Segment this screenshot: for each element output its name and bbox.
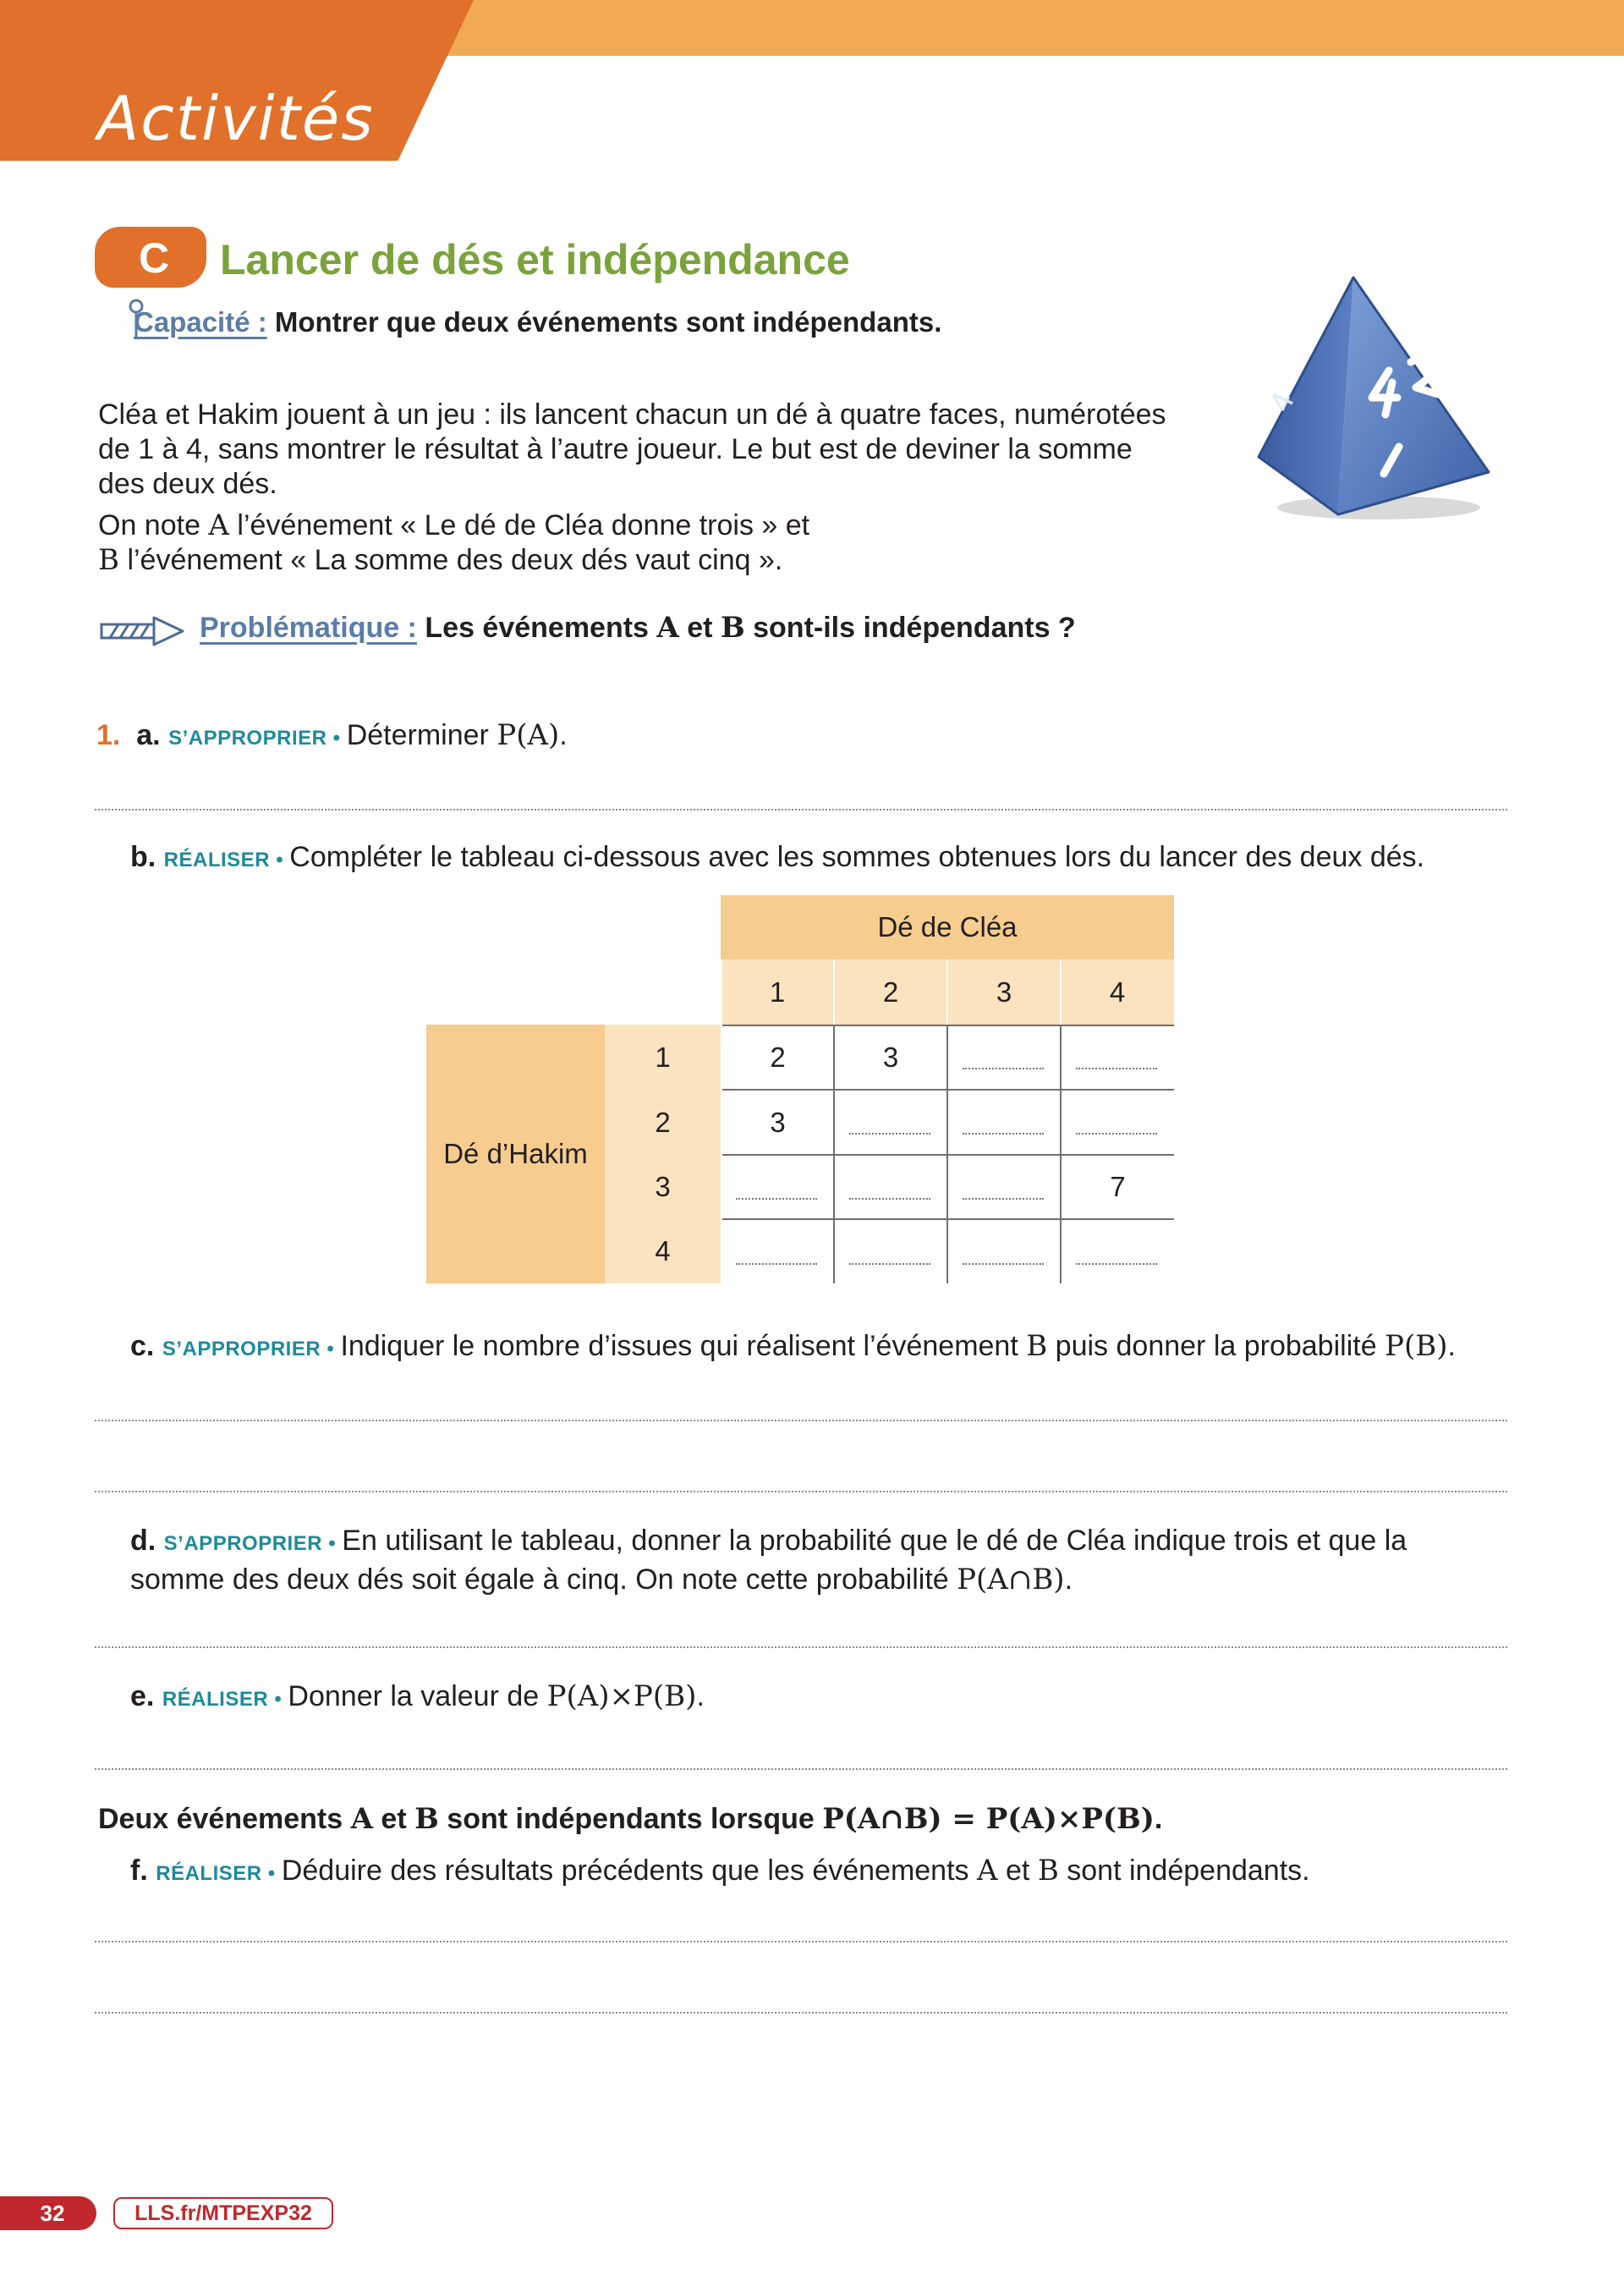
question-b: b. RÉALISER • Compléter le tableau ci-dessous avec les sommes obtenues lors du lancer des deux dés. [130,841,1425,873]
page-title: Activités [97,83,375,154]
blank-placeholder [736,1198,817,1200]
capacite [134,306,941,338]
col-value: 4 [1061,959,1174,1025]
table-cell[interactable] [948,1026,1060,1089]
problematique-label: Problématique : [200,612,417,644]
intro-line-4: On note A l’événement « Le dé de Cléa donne trois » et [98,508,810,542]
table-cell[interactable] [1062,1220,1174,1283]
svg-text:4: 4 [1263,387,1303,418]
grid-line [1060,959,1062,1025]
section-badge [95,227,206,288]
table-cell[interactable] [835,1220,946,1283]
capacite-text: Montrer que deux événements sont indépendants. [274,306,942,338]
blank-placeholder [849,1263,930,1265]
grid-line [946,959,948,1025]
definition: Deux événements A et B sont indépendants lorsque P(A∩B) = P(A)×P(B). [98,1802,1163,1836]
question-a: 1. a. S’APPROPRIER • Déterminer P(A). [96,718,568,752]
intro-text [98,398,1181,578]
table-cell[interactable] [722,1220,833,1283]
blank-placeholder [963,1263,1044,1265]
table-cell[interactable] [835,1091,946,1154]
blank-placeholder [1076,1263,1157,1265]
col-value: 2 [834,959,947,1025]
row-value: 2 [605,1090,721,1155]
table-cell[interactable] [835,1156,946,1218]
blank-placeholder [849,1133,930,1135]
table-cell[interactable] [948,1156,1060,1218]
tetrahedron-die-icon [1243,271,1497,533]
table-cell[interactable] [948,1091,1060,1154]
table-cell[interactable] [1062,1091,1174,1154]
question-c: c. S’APPROPRIER • Indiquer le nombre d’issues qui réalisent l’événement B puis donner la probabilité P(B). [130,1329,1456,1363]
table-cell[interactable] [722,1156,833,1218]
col-header: Dé de Cléa [721,895,1174,959]
row-header: Dé d’Hakim [426,1025,605,1283]
blank-placeholder [1076,1068,1157,1069]
table-cell[interactable]: 7 [1110,1171,1126,1202]
question-f: f. RÉALISER • Déduire des résultats précédents que les événements A et B sont indépendants. [130,1854,1310,1888]
question-e: e. RÉALISER • Donner la valeur de P(A)×P(B). [130,1679,705,1713]
answer-line-d[interactable] [95,1646,1507,1648]
blank-placeholder [736,1263,817,1265]
answer-line-c1[interactable] [95,1420,1507,1421]
blank-placeholder [963,1133,1044,1135]
blank-placeholder [963,1198,1044,1200]
intro-line-3: des deux dés. [98,468,277,500]
answer-line-e[interactable] [95,1768,1507,1770]
footer-link[interactable]: LLS.fr/MTPEXP32 [113,2197,333,2229]
table-cell[interactable] [948,1220,1060,1283]
problematique: Problématique : Les événements A et B sont-ils indépendants ? [200,611,1076,645]
blank-placeholder [1076,1133,1157,1135]
blank-placeholder [963,1068,1044,1069]
col-value: 1 [721,959,834,1025]
pencil-arrow-icon [98,613,188,650]
page-number: 32 [0,2196,96,2230]
question-d: d. S’APPROPRIER • En utilisant le tableau, donner la probabilité que le dé de Cléa indique trois et que la somme des deux dés soit égale à cinq. On note cette probabilité P(A∩B). [130,1525,1407,1596]
intro-line-5: B l’événement « La somme des deux dés vaut cinq ». [98,543,783,577]
grid-line [833,959,835,1025]
capacite-label: Capacité : [134,306,267,338]
table-cell[interactable]: 3 [882,1041,899,1073]
table-cell[interactable]: 2 [770,1041,786,1073]
col-value: 3 [947,959,1061,1025]
blank-placeholder [849,1198,930,1200]
intro-line-2: de 1 à 4, sans montrer le résultat à l’autre joueur. Le but est de deviner la somme [98,433,1133,465]
row-value: 1 [605,1025,721,1090]
section-title: Lancer de dés et indépendance [220,236,850,283]
table-cell[interactable] [1062,1026,1174,1089]
answer-line-a[interactable] [95,809,1507,811]
answer-line-f1[interactable] [95,1941,1507,1943]
table-cell[interactable]: 3 [770,1106,786,1138]
answer-line-f2[interactable] [95,2012,1507,2014]
row-value: 4 [605,1219,721,1283]
answer-line-c2[interactable] [95,1491,1507,1492]
section-badge-letter: C [139,234,170,282]
intro-line-1: Cléa et Hakim jouent à un jeu : ils lancent chacun un dé à quatre faces, numérotées [98,398,1166,431]
row-value: 3 [605,1155,721,1219]
